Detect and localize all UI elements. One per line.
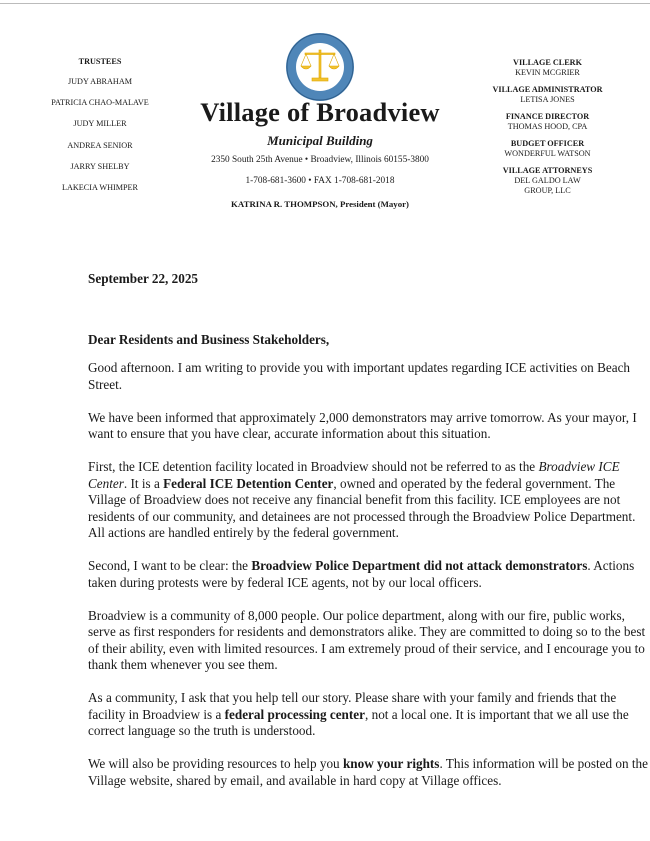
trustee-name: ANDREA SENIOR xyxy=(67,140,133,150)
italic-text: Broadview ICE Center xyxy=(88,459,620,491)
trustees-list xyxy=(45,57,155,204)
trustee-name: JARRY SHELBY xyxy=(70,161,130,171)
page-top-border xyxy=(0,3,650,4)
officer-group xyxy=(490,85,605,105)
letter-date: September 22, 2025 xyxy=(88,271,199,286)
paragraph xyxy=(88,756,648,789)
officer-title: VILLAGE ADMINISTRATOR xyxy=(492,85,603,94)
paragraph: Good afternoon. I am writing to provide you with important updates regarding ICE activities on Beach Street. xyxy=(88,360,631,392)
bold-text: Broadview Police Department did not attack demonstrators xyxy=(251,558,588,573)
text: We will also be providing resources to help you xyxy=(88,756,343,771)
officer-title: VILLAGE CLERK xyxy=(513,58,582,67)
letterhead-mayor: KATRINA R. THOMPSON, President (Mayor) xyxy=(231,199,409,209)
text: . This information will be posted on the Village website, shared by email, and available in hard copy at Village offices. xyxy=(88,756,648,788)
trustee-name: LAKECIA WHIMPER xyxy=(61,182,139,192)
trustee-name: PATRICIA CHAO-MALAVE xyxy=(51,98,149,108)
text: , owned and operated by the federal government. The Village of Broadview does not receive any financial benefit from this facility. ICE employees are not residents of our community, and detainees are not processed through the Broadview Police Department. All actions are handled entirely by the federal government. xyxy=(88,475,636,540)
bold-text: Federal ICE Detention Center xyxy=(163,475,334,491)
text: As a community, I ask that you help tell our story. Please share with your family and friends that the facility in Broadview is a xyxy=(88,690,617,722)
text: . It is a xyxy=(123,475,164,491)
letterhead-title: Village of Broadview xyxy=(200,97,440,127)
letter-body xyxy=(88,360,648,806)
bold-text: federal processing center xyxy=(224,706,365,722)
officer-title: BUDGET OFFICER xyxy=(510,139,585,148)
letter-salutation: Dear Residents and Business Stakeholders, xyxy=(88,332,330,347)
paragraph: We have been informed that approximately 2,000 demonstrators may arrive tomorrow. As your mayor, I want to ensure that you have clear, accurate information about this situation. xyxy=(88,409,637,441)
officer-name: WONDERFUL WATSON xyxy=(504,149,591,158)
paragraph xyxy=(88,459,648,542)
trustee-name: JUDY MILLER xyxy=(73,119,127,129)
officer-title: FINANCE DIRECTOR xyxy=(505,112,590,121)
text: First, the ICE detention facility located in Broadview should not be referred to as the xyxy=(88,459,539,474)
letterhead-phone: 1-708-681-3600 • FAX 1-708-681-2018 xyxy=(245,176,395,186)
officer-group xyxy=(490,139,605,159)
officer-name: DEL GALDO LAW GROUP, LLC xyxy=(514,176,581,195)
officer-title: VILLAGE ATTORNEYS xyxy=(502,166,593,175)
letterhead-subtitle: Municipal Building xyxy=(267,133,373,148)
letterhead-address: 2350 South 25th Avenue • Broadview, Illinois 60155-3800 xyxy=(211,155,429,165)
officer-name: THOMAS HOOD, CPA xyxy=(507,122,588,131)
paragraph xyxy=(88,558,648,591)
bold-text: know your rights xyxy=(342,756,440,771)
paragraph xyxy=(88,690,648,740)
officer-group xyxy=(490,166,605,196)
trustee-name: JUDY ABRAHAM xyxy=(67,77,133,86)
village-seal-logo xyxy=(285,32,355,102)
officer-name: LETISA JONES xyxy=(520,95,575,104)
officers-list xyxy=(490,58,605,203)
officer-name: KEVIN MCGRIER xyxy=(515,68,580,77)
officer-group xyxy=(490,112,605,132)
trustees-heading: TRUSTEES xyxy=(78,57,122,66)
paragraph: Broadview is a community of 8,000 people. Our police department, along with our fire, public works, serve as first responders for residents and demonstrators alike. They are committed to doing so to the best of their ability, even with limited resources. I am extremely proud of their service, and I encourage you to thank them whenever you see them. xyxy=(88,607,646,672)
text: Second, I want to be clear: the xyxy=(88,558,252,573)
text: . Actions taken during protests were by federal ICE agents, not by our local officers. xyxy=(88,558,635,590)
officer-group xyxy=(490,58,605,78)
text: , not a local one. It is important that we all use the correct language so the truth is understood. xyxy=(88,706,629,738)
